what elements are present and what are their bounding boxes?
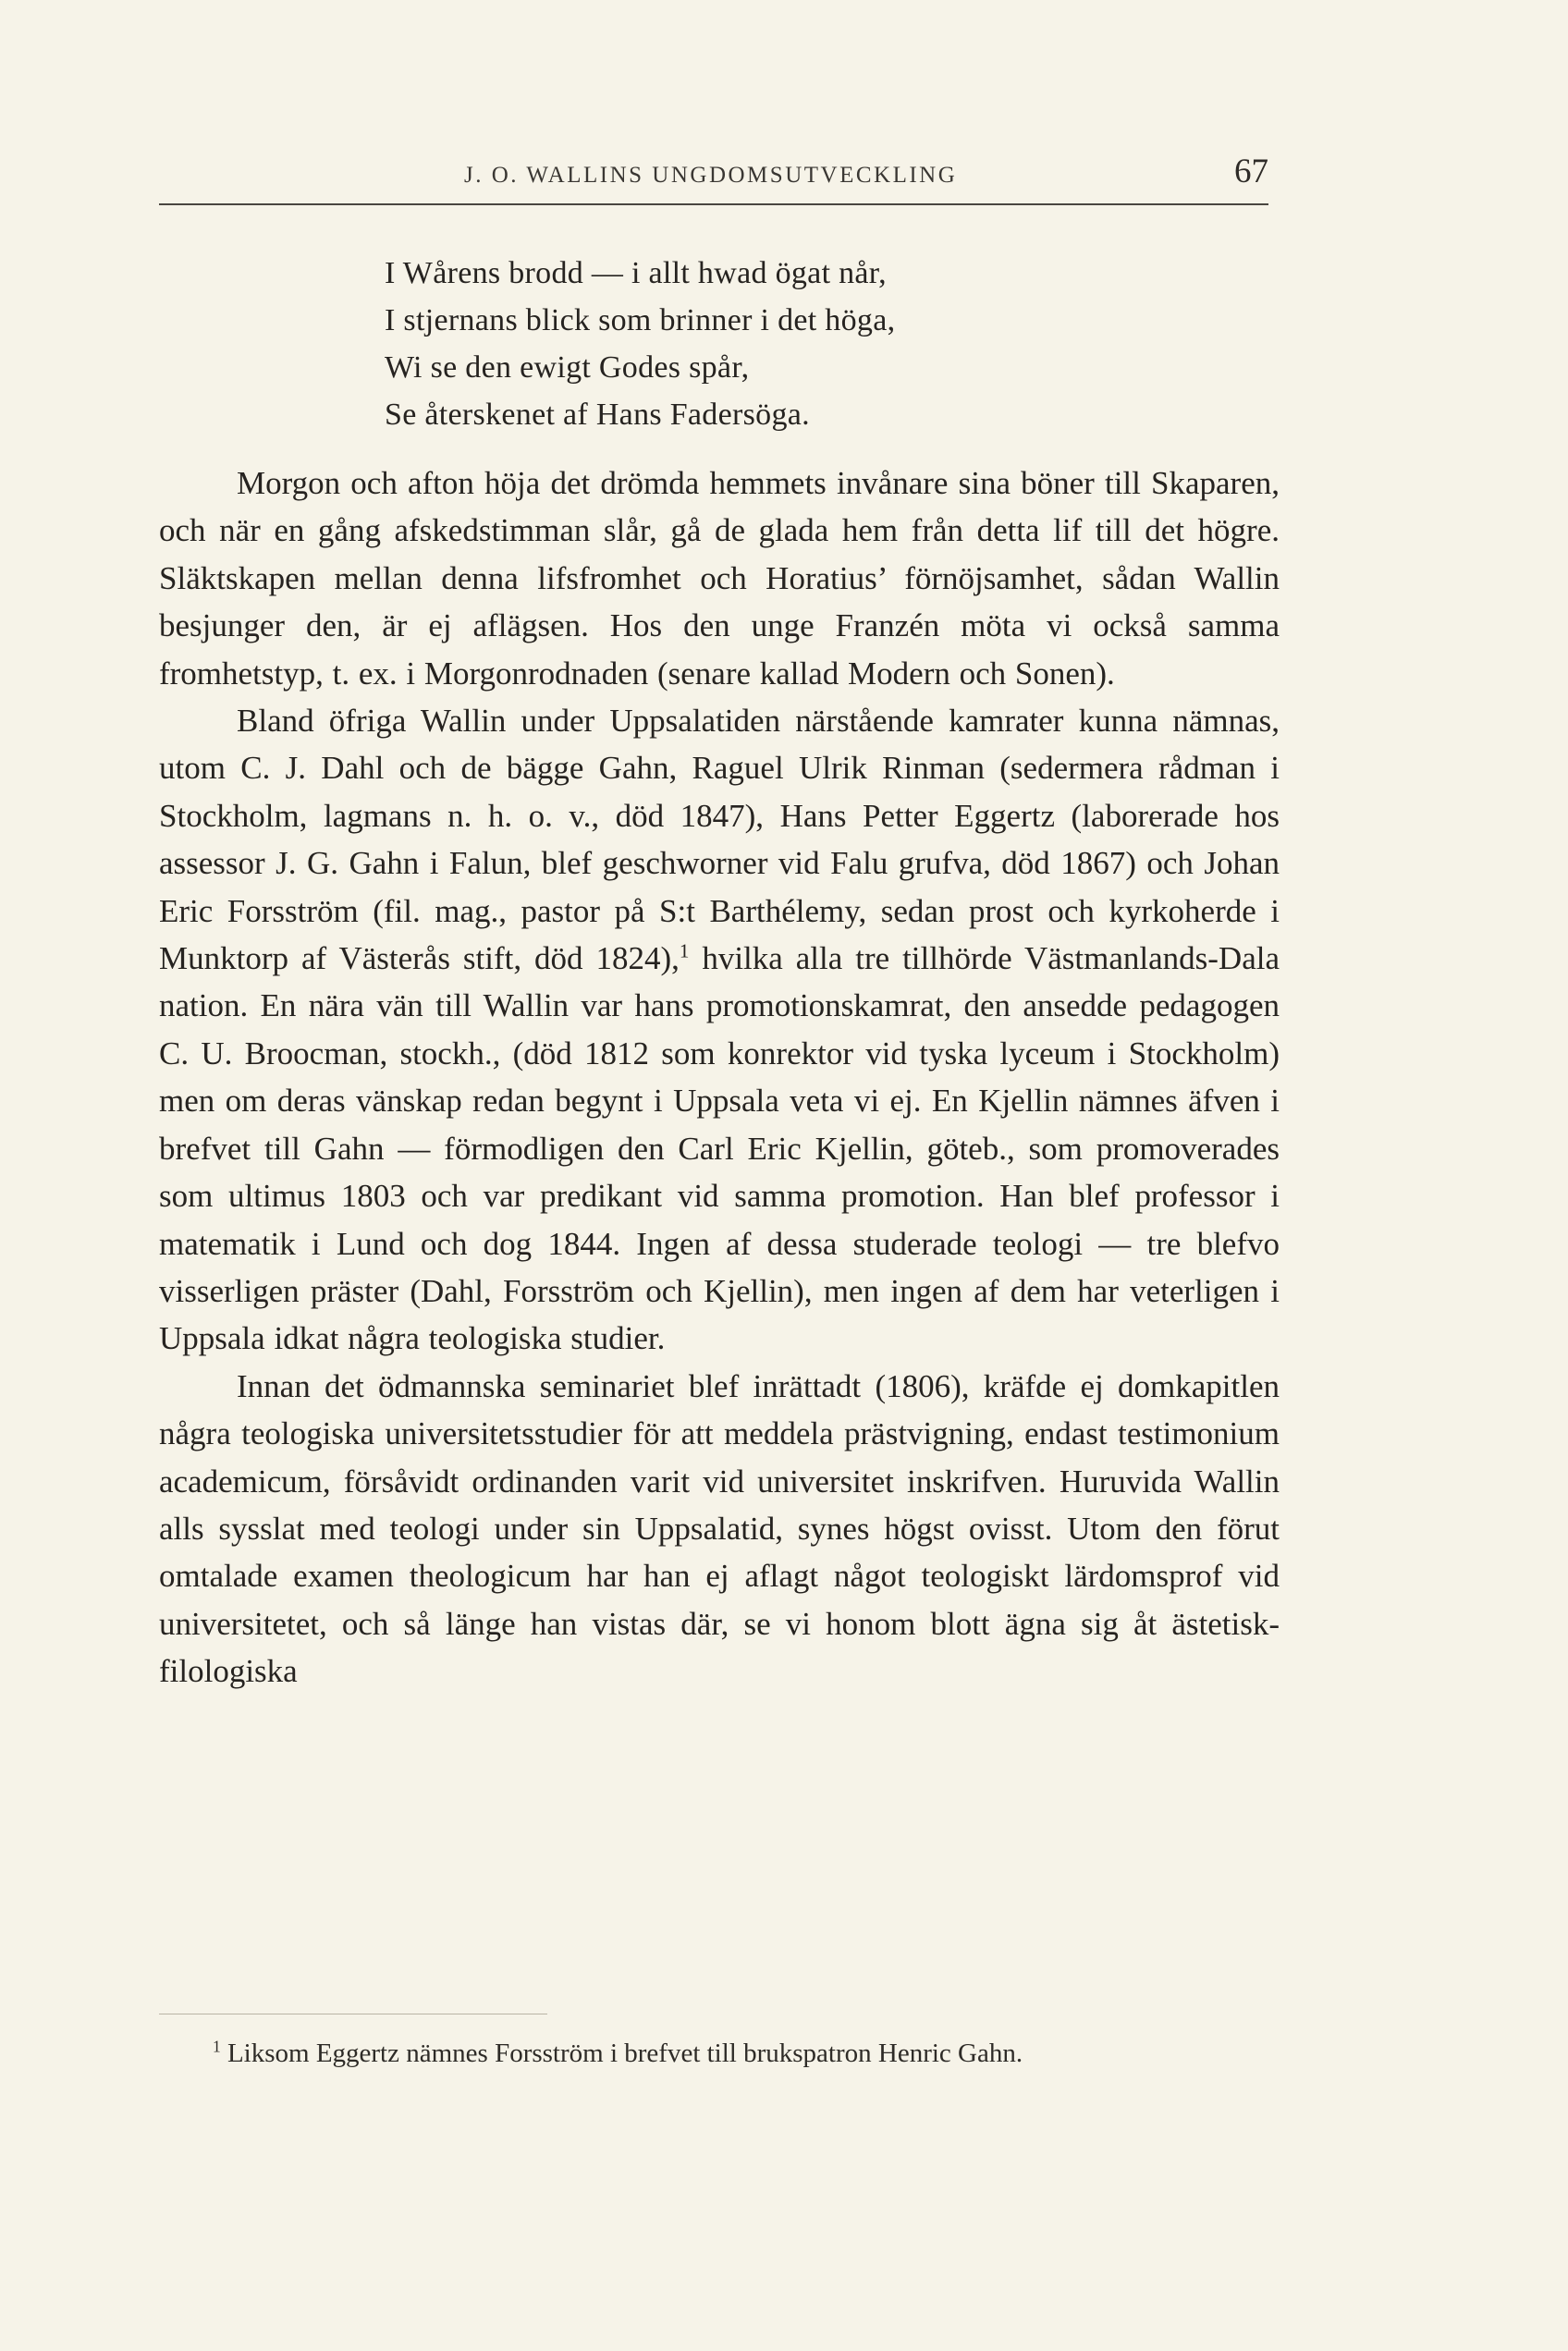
footnote-marker: 1 (213, 2037, 221, 2056)
running-title: J. O. WALLINS UNGDOMSUTVECKLING (464, 163, 958, 188)
paragraph-kamrater-part1: Bland öfriga Wallin under Uppsalatiden närstående kamrater kunna nämnas, utom C. J. Dahl och de bägge Gahn, Raguel Ulrik Rinman (sedermera rådman i Stockholm, lagmans n. h. o. v., död 1847), Hans Petter Eggertz (laborerade hos assessor J. G. Gahn i Falun, blef geschworner vid Falu grufva, död 1867) och Johan Eric Forsström (fil. mag., pastor på S:t Barthélemy, sedan prost och kyrkoherde i Munktorp af Västerås stift, död 1824), (159, 703, 1280, 977)
footnote-text: Liksom Eggertz nämnes Forsström i brefvet till brukspatron Henric Gahn. (220, 2039, 1023, 2068)
footnote (159, 2034, 1280, 2074)
poem-line: I Wårens brodd — i allt hwad ögat når, (385, 256, 887, 290)
poem-stanza (385, 250, 895, 438)
poem-line: Wi se den ewigt Godes spår, (385, 350, 750, 385)
footnote-reference[interactable]: 1 (679, 939, 690, 962)
paragraph-kamrater-part2: hvilka alla tre tillhörde Västmanlands-Dala nation. En nära vän till Wallin var hans promotionskamrat, den ansedde pedagogen C. U. Broocman, stockh., (död 1812 som konrektor vid tyska lyceum i Stockholm) men om deras vänskap redan begynt i Uppsala veta vi ej. En Kjellin nämnes äfven i brefvet till Gahn — förmodligen den Carl Eric Kjellin, göteb., som promoverades som ultimus 1803 och var predikant vid samma promotion. Han blef professor i matematik i Lund och dog 1844. Ingen af dessa studerade teologi — tre blefvo visserligen präster (Dahl, Forsström och Kjellin), men ingen af dem har veterligen i Uppsala idkat några teologiska studier. (159, 940, 1280, 1357)
poem-line: I stjernans blick som brinner i det höga, (385, 303, 896, 337)
poem-line: Se återskenet af Hans Fadersöga. (385, 398, 810, 432)
page-number: 67 (1234, 153, 1268, 190)
paragraph-kamrater (159, 697, 1280, 1363)
paragraph-seminariet: Innan det ödmannska seminariet blef inrättadt (1806), kräfde ej domkapitlen några teologiska universitetsstudier för att meddela prästvigning, endast testimonium academicum, försåvidt ordinanden varit vid universitet inskrifven. Huruvida Wallin alls sysslat med teologi under sin Uppsalatid, synes högst ovisst. Utom den förut omtalade examen theologicum har han ej aflagt något teologiskt lärdomsprof vid universitetet, och så länge han vistas där, se vi honom blott ägna sig åt ästetisk-filologiska (159, 1367, 1280, 1690)
body-text (159, 459, 1280, 1696)
paragraph-morgon: Morgon och afton höja det drömda hemmets invånare sina böner till Skaparen, och när en gång afskedstimman slår, gå de glada hem från detta lif till det högre. Släktskapen mellan denna lifsfromhet och Horatius’ förnöjsamhet, sådan Wallin besjunger den, är ej aflägsen. Hos den unge Franzén möta vi också samma fromhetstyp, t. ex. i Morgonrodnaden (senare kallad Modern och Sonen). (159, 465, 1280, 692)
running-head (159, 153, 1268, 205)
